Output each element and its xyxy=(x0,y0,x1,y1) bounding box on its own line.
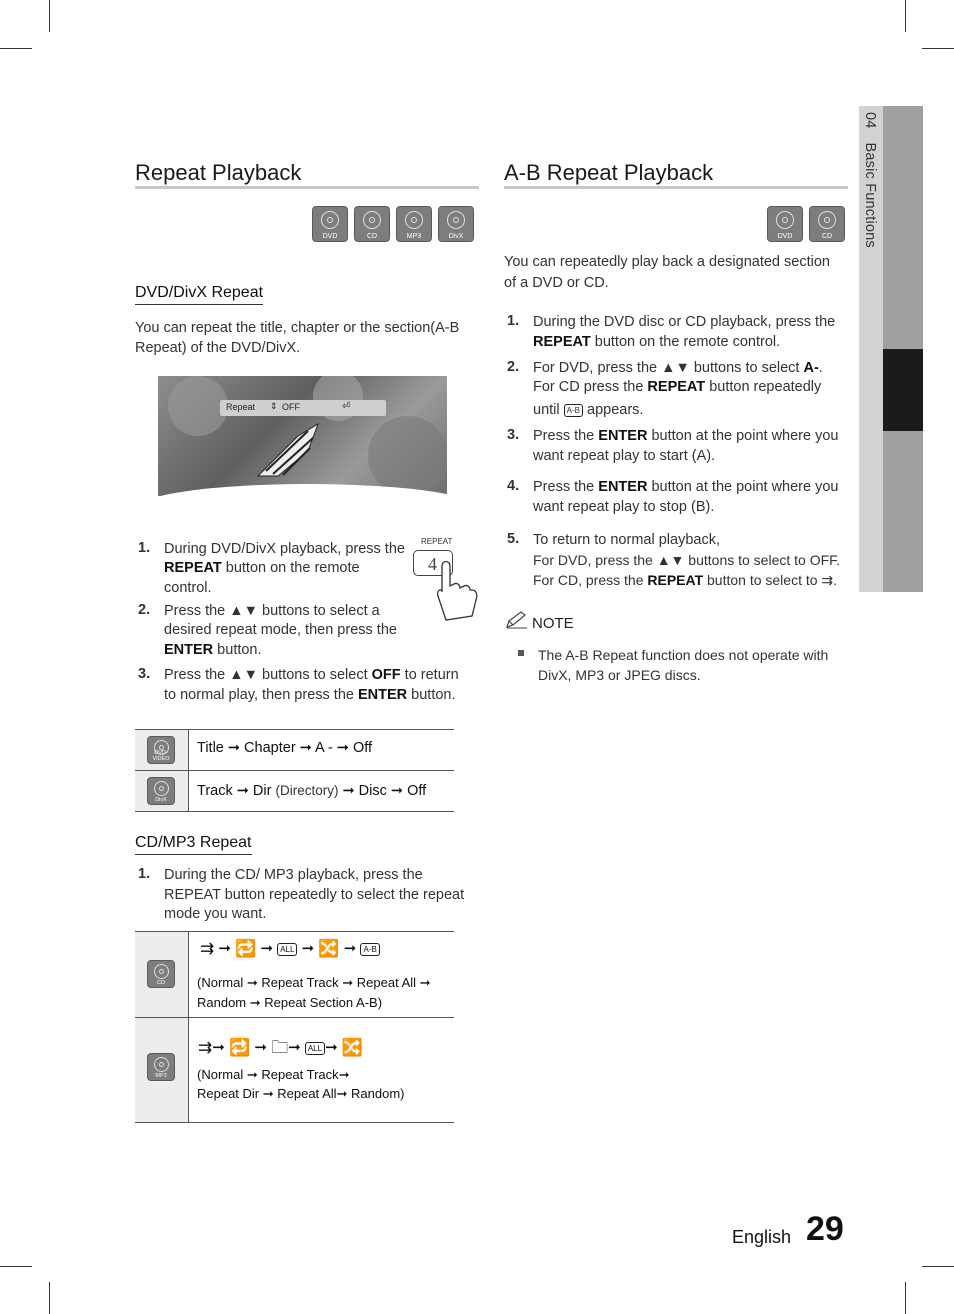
step-text: control. xyxy=(164,580,212,596)
step-text: During DVD/DivX playback, press the xyxy=(164,541,405,557)
step-text: Press the ▲▼ buttons to select a xyxy=(164,603,380,619)
step-text: want repeat play to stop (B). xyxy=(533,499,715,515)
heading-dvd-divx-repeat: DVD/DivX Repeat xyxy=(135,284,263,305)
step-text: Press the ENTER button at the point where you xyxy=(533,479,839,495)
crop-mark xyxy=(49,1282,50,1314)
step-text: For CD, press the REPEAT button to select to ⇉. xyxy=(533,572,838,588)
note-heading: NOTE xyxy=(532,615,574,632)
random-icon: 🔀 xyxy=(318,939,340,959)
repeat-all-icon: ALL xyxy=(305,1042,325,1055)
repeat-ab-icon: A-B xyxy=(360,943,379,956)
dvd-badge: DVD xyxy=(767,206,803,242)
step-text: ENTER button. xyxy=(164,642,262,658)
step-text: Press the ENTER button at the point where you xyxy=(533,428,839,444)
note-pencil-icon xyxy=(505,610,529,630)
step-text: During the DVD disc or CD playback, press the xyxy=(533,314,836,330)
intro-line: of a DVD or CD. xyxy=(504,275,609,291)
cd-repeat-sequence: Random ➞ Repeat Section A-B) xyxy=(197,995,383,1010)
cd-repeat-sequence: (Normal ➞ Repeat Track ➞ Repeat All ➞ xyxy=(197,975,431,990)
intro-line: You can repeat the title, chapter or the section(A-B xyxy=(135,320,460,336)
cd-badge-small: CD xyxy=(147,960,175,988)
normal-icon: ⇉ xyxy=(198,1038,213,1058)
step-text: desired repeat mode, then press the xyxy=(164,622,397,638)
divx-repeat-sequence: Track ➞ Dir (Directory) ➞ Disc ➞ Off xyxy=(197,783,427,799)
crop-mark xyxy=(0,48,32,49)
side-tab-label: 04Basic Functions xyxy=(862,112,878,248)
remote-repeat-label: REPEAT xyxy=(421,537,453,546)
step-text: For CD press the REPEAT button repeatedly xyxy=(533,379,822,395)
divx-badge: DivX xyxy=(438,206,474,242)
dvd-video-badge: DVD-VIDEO xyxy=(147,736,175,764)
table-rule xyxy=(188,931,189,1122)
repeat-track-icon: 🔁 xyxy=(235,939,257,959)
enter-icon: ⏎ xyxy=(342,401,351,412)
bullet-icon xyxy=(518,650,524,656)
mp3-repeat-sequence: Repeat Dir ➞ Repeat All➞ Random) xyxy=(197,1086,405,1101)
page-number: 29 xyxy=(806,1210,844,1248)
table-rule xyxy=(188,729,189,811)
note-text: DivX, MP3 or JPEG discs. xyxy=(538,667,701,683)
step-number: 2. xyxy=(138,602,151,618)
step-text: For DVD, press the ▲▼ buttons to select A-. xyxy=(533,360,823,376)
side-tab-marker xyxy=(883,349,923,431)
crop-mark xyxy=(49,0,50,32)
crop-mark xyxy=(905,1282,906,1314)
step-number: 4. xyxy=(507,478,520,494)
step-text: want repeat play to start (A). xyxy=(533,448,716,464)
title-rule xyxy=(135,186,479,189)
table-rule xyxy=(135,729,454,730)
dvd-badge: DVD xyxy=(312,206,348,242)
section-title-repeat: Repeat Playback xyxy=(135,160,302,185)
cd-badge: CD xyxy=(354,206,390,242)
repeat-ab-icon: A-B xyxy=(564,404,583,417)
crop-mark xyxy=(905,0,906,32)
divx-badge-small: DivX xyxy=(147,777,175,805)
hand-icon xyxy=(432,556,480,622)
crop-mark xyxy=(922,48,954,49)
step-text: Press the ▲▼ buttons to select OFF to return xyxy=(164,667,459,683)
step-text: During the CD/ MP3 playback, press the xyxy=(164,867,423,883)
step-number: 2. xyxy=(507,359,520,375)
remote-repeat-button: 4 xyxy=(413,550,453,576)
mp3-repeat-sequence: (Normal ➞ Repeat Track➞ xyxy=(197,1067,350,1082)
table-rule xyxy=(135,770,454,771)
table-rule xyxy=(135,811,454,812)
table-rule xyxy=(135,1017,454,1018)
random-icon: 🔀 xyxy=(341,1038,363,1058)
step-text: REPEAT button on the remote control. xyxy=(533,334,781,350)
footer-language: English xyxy=(732,1227,792,1247)
mp3-repeat-icons: ⇉➞ 🔁 ➞ 🗀➞ ALL ➞ 🔀 xyxy=(198,1038,363,1058)
step-text: To return to normal playback, xyxy=(533,532,720,548)
mp3-badge: MP3 xyxy=(396,206,432,242)
cd-repeat-icons: ⇉ ➞ 🔁 ➞ ALL ➞ 🔀 ➞ A-B xyxy=(200,939,380,959)
butterfly-illustration xyxy=(158,376,447,496)
step-number: 3. xyxy=(138,666,151,682)
step-text: mode you want. xyxy=(164,906,267,922)
step-number: 1. xyxy=(507,313,520,329)
dvd-repeat-sequence: Title ➞ Chapter ➞ A - ➞ Off xyxy=(197,740,373,756)
step-text: REPEAT button repeatedly to select the repeat xyxy=(164,887,465,903)
cd-badge: CD xyxy=(809,206,845,242)
table-rule xyxy=(135,1122,454,1123)
normal-icon: ⇉ xyxy=(200,939,215,959)
step-number: 5. xyxy=(507,531,520,547)
intro-line: You can repeatedly play back a designated section xyxy=(504,254,830,270)
repeat-osd-bar: Repeat ⇕ OFF ⏎ xyxy=(220,400,386,416)
step-text: to normal play, then press the ENTER button. xyxy=(164,687,456,703)
crop-mark xyxy=(922,1266,954,1267)
step-text: until A-B appears. xyxy=(533,402,644,418)
step-text: REPEAT button on the remote xyxy=(164,560,360,576)
step-text: For DVD, press the ▲▼ buttons to select to OFF. xyxy=(533,552,841,568)
step-number: 3. xyxy=(507,427,520,443)
screen-image xyxy=(158,376,447,496)
repeat-all-icon: ALL xyxy=(277,943,297,956)
note-text: The A-B Repeat function does not operate with xyxy=(538,647,829,663)
table-rule xyxy=(135,931,454,932)
section-title-ab-repeat: A-B Repeat Playback xyxy=(504,160,714,185)
intro-line: Repeat) of the DVD/DivX. xyxy=(135,340,301,356)
heading-cd-mp3-repeat: CD/MP3 Repeat xyxy=(135,834,252,855)
step-number: 1. xyxy=(138,540,151,556)
mp3-badge-small: MP3 xyxy=(147,1053,175,1081)
step-number: 1. xyxy=(138,866,151,882)
repeat-track-icon: 🔁 xyxy=(229,1038,251,1058)
repeat-dir-icon: 🗀 xyxy=(271,1038,289,1058)
crop-mark xyxy=(0,1266,32,1267)
title-rule xyxy=(504,186,848,189)
